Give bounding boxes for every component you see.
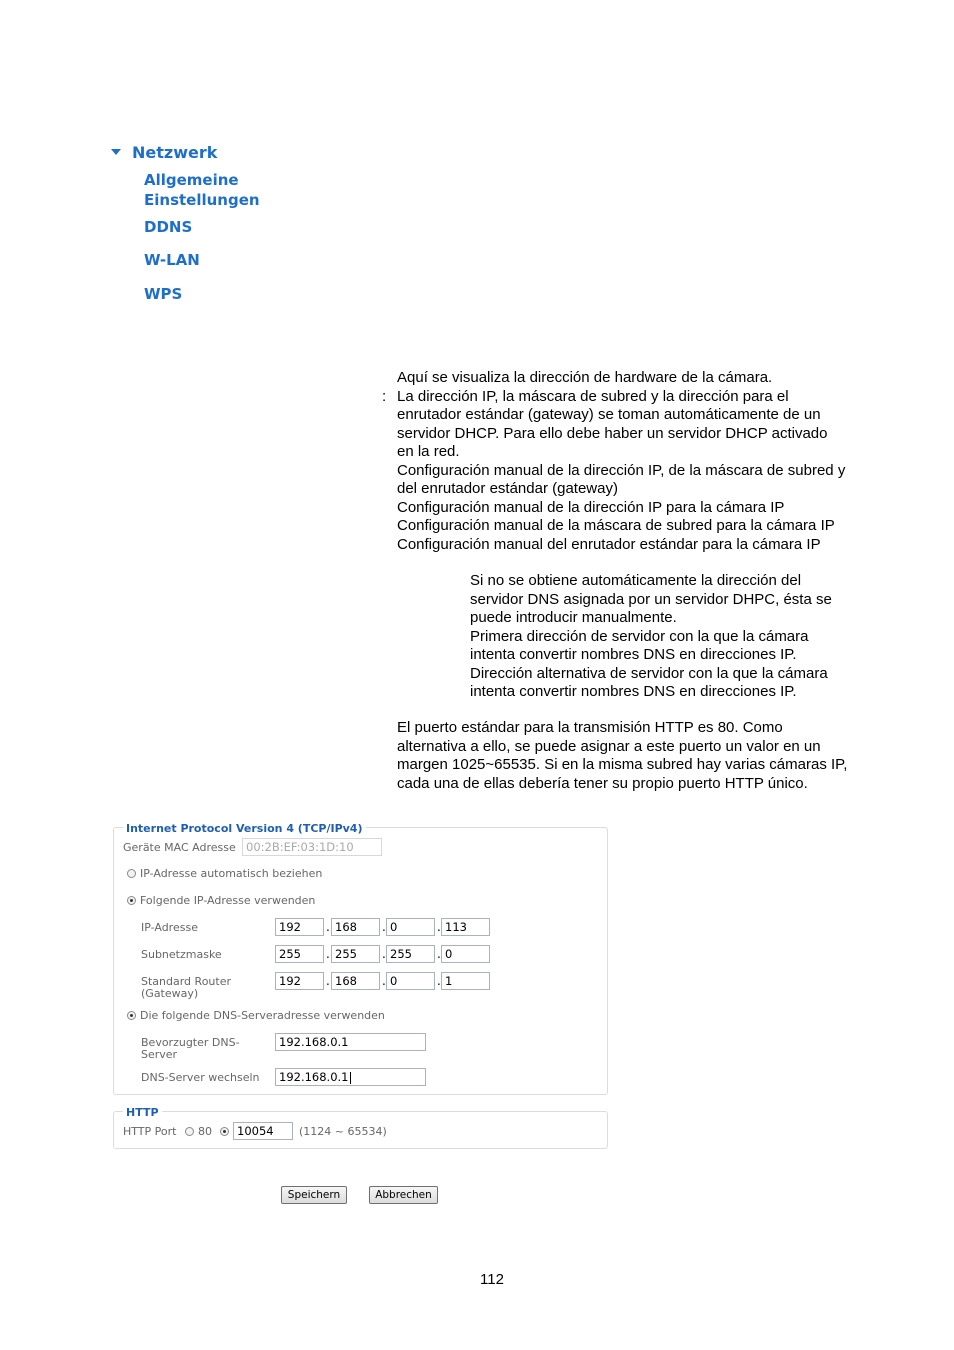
preferred-dns-label: Bevorzugter DNS- Server: [141, 1036, 240, 1061]
subnet-octet-2[interactable]: 255: [331, 945, 380, 963]
text-line: servidor DHCP. Para ello debe haber un servidor DHCP activado: [397, 424, 828, 442]
subnet-dot: .: [382, 947, 386, 961]
colon-mark: :: [382, 388, 387, 405]
nav-header-netzwerk[interactable]: [110, 142, 217, 162]
mac-label: Geräte MAC Adresse: [123, 841, 236, 854]
text-line: margen 1025~65535. Si en la misma subred hay varias cámaras IP,: [397, 756, 848, 773]
paragraph-dns: [470, 572, 832, 702]
ip-octet-2[interactable]: 168: [331, 918, 380, 936]
text-line: servidor DNS asignada por un servidor DHPC, ésta se: [470, 590, 832, 608]
mac-field: 00:2B:EF:03:1D:10: [242, 838, 382, 856]
port-range-hint: (1124 ~ 65534): [299, 1125, 387, 1138]
gateway-octet-4[interactable]: 1: [441, 972, 490, 990]
ip-dot: .: [437, 920, 441, 934]
text-line: cada una de ellas debería tener su propio puerto HTTP único.: [397, 774, 808, 792]
alternate-dns-value: 192.168.0.1: [279, 1070, 349, 1084]
text-line: Configuración manual de la dirección IP para la cámara IP: [397, 498, 785, 516]
nav-header-label: Netzwerk: [132, 142, 218, 162]
auto-ip-label: IP-Adresse automatisch beziehen: [140, 867, 323, 880]
ip-octet-4[interactable]: 113: [441, 918, 490, 936]
text-line: del enrutador estándar (gateway): [397, 480, 618, 497]
text-line: Primera dirección de servidor con la que la cámara: [470, 627, 809, 645]
alternate-dns-label: DNS-Server wechseln: [141, 1071, 260, 1084]
default-port-label: 80: [198, 1125, 212, 1138]
text-line: Configuración manual de la máscara de subred para la cámara IP: [397, 517, 835, 534]
gateway-octet-2[interactable]: 168: [331, 972, 380, 990]
manual-ip-label: Folgende IP-Adresse verwenden: [140, 894, 316, 907]
text-line: intenta convertir nombres DNS en direcciones IP.: [470, 646, 797, 663]
subnet-octet-3[interactable]: 255: [386, 945, 435, 963]
subnet-dot: .: [437, 947, 441, 961]
paragraph-http: [397, 719, 847, 793]
network-nav: [110, 142, 260, 303]
http-port-label: HTTP Port: [123, 1125, 177, 1138]
manual-dns-label: Die folgende DNS-Serveradresse verwenden: [140, 1009, 385, 1022]
default-port-radio[interactable]: [185, 1127, 194, 1136]
page-number: 112: [480, 1271, 504, 1288]
nav-item-ddns[interactable]: DDNS: [144, 218, 193, 236]
auto-ip-radio[interactable]: [127, 869, 136, 878]
text-line: Configuración manual de la dirección IP, de la máscara de subred y: [397, 461, 846, 479]
manual-dns-radio[interactable]: [127, 1011, 136, 1020]
custom-port-radio[interactable]: [220, 1127, 229, 1136]
paragraph-ip-settings: [397, 369, 845, 554]
gateway-dot: .: [437, 974, 441, 988]
ipv4-fieldset: [113, 822, 608, 1095]
subnet-octet-1[interactable]: 255: [275, 945, 324, 963]
text-line: Si no se obtiene automáticamente la dirección del: [470, 572, 802, 589]
expand-triangle-icon: [111, 149, 121, 155]
manual-ip-radio[interactable]: [127, 896, 136, 905]
gateway-octet-1[interactable]: 192: [275, 972, 324, 990]
text-line: El puerto estándar para la transmisión HTTP es 80. Como: [397, 719, 783, 736]
nav-item-wps[interactable]: WPS: [144, 285, 183, 303]
http-legend: HTTP: [123, 1106, 162, 1119]
text-line: Dirección alternativa de servidor con la que la cámara: [470, 664, 828, 682]
text-line: Configuración manual del enrutador estándar para la cámara IP: [397, 535, 821, 553]
gateway-dot: .: [382, 974, 386, 988]
preferred-dns-field[interactable]: 192.168.0.1: [275, 1033, 426, 1051]
ip-octet-3[interactable]: 0: [386, 918, 435, 936]
text-cursor: [350, 1072, 351, 1084]
text-line: Aquí se visualiza la dirección de hardware de la cámara.: [397, 369, 773, 386]
http-fieldset: [113, 1106, 608, 1149]
save-button[interactable]: Speichern: [281, 1186, 347, 1204]
nav-item-wlan[interactable]: W-LAN: [144, 251, 200, 269]
text-line: en la red.: [397, 443, 460, 460]
subnet-label: Subnetzmaske: [141, 948, 222, 961]
text-line: alternativa a ello, se puede asignar a este puerto un valor en un: [397, 737, 821, 755]
ipv4-legend: Internet Protocol Version 4 (TCP/IPv4): [123, 822, 366, 835]
text-line: La dirección IP, la máscara de subred y la dirección para el: [397, 387, 789, 405]
cancel-button[interactable]: Abbrechen: [369, 1186, 438, 1204]
gateway-label: Standard Router (Gateway): [141, 975, 231, 1000]
text-line: puede introducir manualmente.: [470, 609, 677, 626]
alternate-dns-field[interactable]: [275, 1068, 426, 1086]
subnet-dot: .: [326, 947, 330, 961]
custom-port-field[interactable]: 10054: [233, 1122, 293, 1140]
gateway-dot: .: [326, 974, 330, 988]
gateway-octet-3[interactable]: 0: [386, 972, 435, 990]
nav-item-general-settings[interactable]: Allgemeine Einstellungen: [144, 171, 260, 209]
ip-address-label: IP-Adresse: [141, 921, 198, 934]
text-line: enrutador estándar (gateway) se toman automáticamente de un: [397, 406, 821, 423]
ip-dot: .: [326, 920, 330, 934]
text-line: intenta convertir nombres DNS en direcciones IP.: [470, 683, 797, 700]
ip-octet-1[interactable]: 192: [275, 918, 324, 936]
ip-dot: .: [382, 920, 386, 934]
subnet-octet-4[interactable]: 0: [441, 945, 490, 963]
